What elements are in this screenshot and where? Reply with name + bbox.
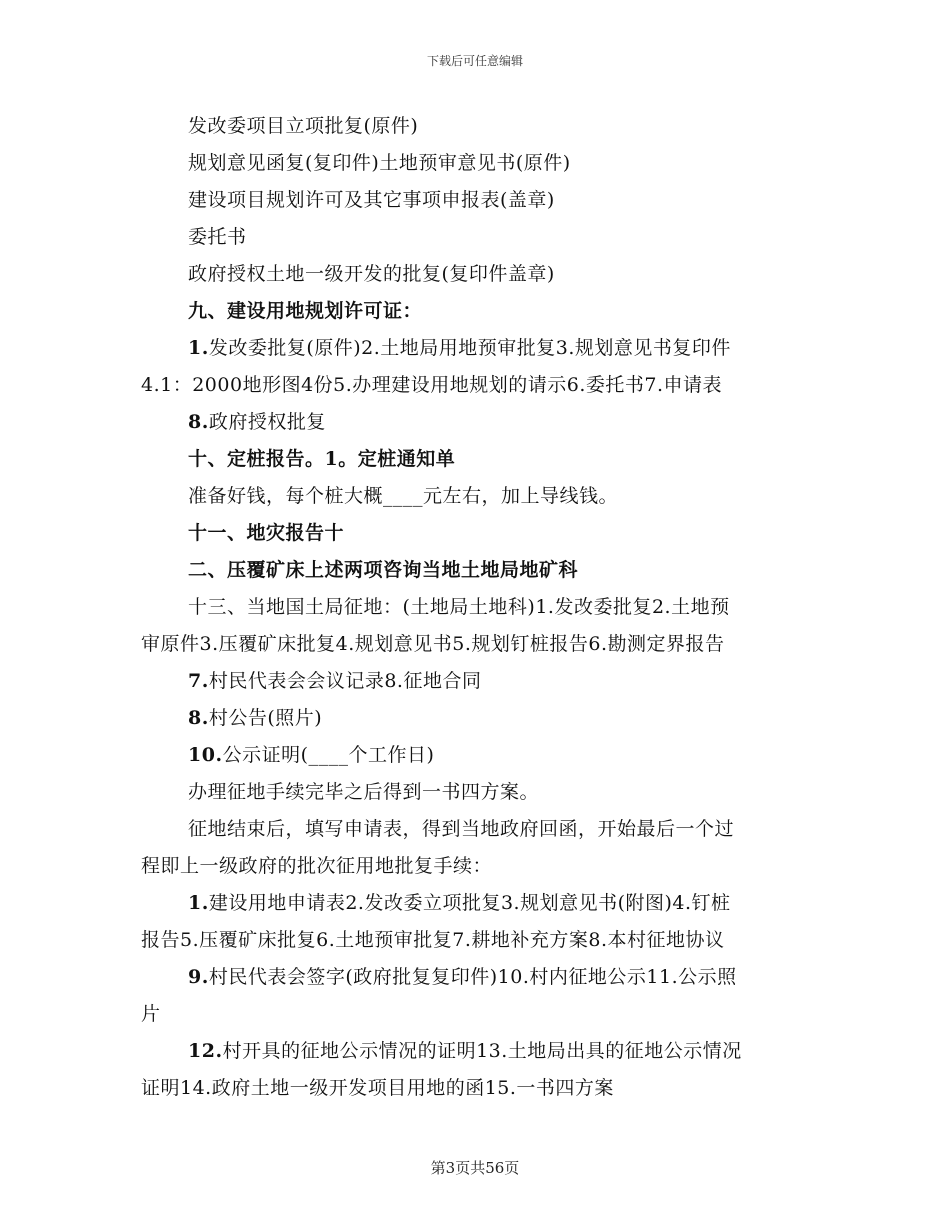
paragraph-line (141, 552, 813, 589)
paragraph-line (141, 922, 813, 959)
paragraph-line (141, 182, 813, 219)
line-text: 二、压覆矿床上述两项咨询当地土地局地矿科 (188, 559, 579, 581)
line-text: 证明14.政府土地一级开发项目用地的函15.一书四方案 (141, 1077, 614, 1099)
paragraph-line (141, 108, 813, 145)
line-text: 准备好钱，每个桩大概____元左右，加上导线钱。 (188, 485, 619, 507)
item-number: 8. (188, 707, 209, 729)
paragraph-line (141, 589, 813, 626)
paragraph-line (141, 774, 813, 811)
document-body (141, 108, 813, 1107)
paragraph-line (141, 626, 813, 663)
paragraph-line (141, 848, 813, 885)
item-number: 1. (188, 337, 209, 359)
page-header: 下载后可任意编辑 (426, 54, 523, 68)
line-text: 建设用地申请表2.发改委立项批复3.规划意见书(附图)4.钉桩 (208, 892, 731, 914)
paragraph-line (141, 145, 813, 182)
line-text: 程即上一级政府的批次征用地批复手续： (141, 855, 493, 877)
line-text: 征地结束后，填写申请表，得到当地政府回函，开始最后一个过 (188, 818, 735, 840)
item-number: 7. (188, 670, 209, 692)
paragraph-line (141, 996, 813, 1033)
line-text: 办理征地手续完毕之后得到一书四方案。 (188, 781, 540, 803)
line-text: 审原件3.压覆矿床批复4.规划意见书5.规划钉桩报告6.勘测定界报告 (141, 633, 725, 655)
paragraph-line (141, 515, 813, 552)
paragraph-line (141, 700, 813, 737)
paragraph-line (141, 256, 813, 293)
line-text: 报告5.压覆矿床批复6.土地预审批复7.耕地补充方案8.本村征地协议 (141, 929, 725, 951)
paragraph-line (141, 811, 813, 848)
paragraph-line (141, 293, 813, 330)
line-text: 公示证明(____个工作日) (222, 744, 435, 766)
line-text: 建设项目规划许可及其它事项申报表(盖章) (188, 189, 555, 211)
paragraph-line (141, 1070, 813, 1107)
paragraph-line (141, 478, 813, 515)
line-text: 九、建设用地规划许可证： (188, 300, 423, 322)
line-text: 十、定桩报告。1。定桩通知单 (188, 448, 456, 470)
line-text: 村民代表会签字(政府批复复印件)10.村内征地公示11.公示照 (208, 966, 737, 988)
line-text: 村公告(照片) (208, 707, 323, 729)
line-text: 十三、当地国土局征地：(土地局土地科)1.发改委批复2.土地预 (188, 596, 730, 618)
paragraph-line (141, 441, 813, 478)
page-footer: 第3页共56页 (430, 1159, 520, 1177)
line-text: 4.1：2000地形图4份5.办理建设用地规划的请示6.委托书7.申请表 (141, 374, 723, 396)
line-text: 政府授权批复 (208, 411, 326, 433)
line-text: 规划意见函复(复印件)土地预审意见书(原件) (188, 152, 571, 174)
paragraph-line (141, 219, 813, 256)
line-text: 发改委项目立项批复(原件) (188, 115, 419, 137)
line-text: 发改委批复(原件)2.土地局用地预审批复3.规划意见书复印件 (208, 337, 731, 359)
paragraph-line (141, 1033, 813, 1070)
item-number: 8. (188, 411, 209, 433)
item-number: 1. (188, 892, 209, 914)
paragraph-line (141, 959, 813, 996)
line-text: 委托书 (188, 226, 247, 248)
item-number: 9. (188, 966, 209, 988)
item-number: 12. (188, 1040, 223, 1062)
paragraph-line (141, 404, 813, 441)
item-number: 10. (188, 744, 223, 766)
paragraph-line (141, 367, 813, 404)
line-text: 村开具的征地公示情况的证明13.土地局出具的征地公示情况 (222, 1040, 742, 1062)
paragraph-line (141, 663, 813, 700)
line-text: 十一、地灾报告十 (188, 522, 345, 544)
paragraph-line (141, 885, 813, 922)
line-text: 村民代表会会议记录8.征地合同 (208, 670, 482, 692)
paragraph-line (141, 737, 813, 774)
paragraph-line (141, 330, 813, 367)
line-text: 政府授权土地一级开发的批复(复印件盖章) (188, 263, 555, 285)
line-text: 片 (141, 1003, 161, 1025)
